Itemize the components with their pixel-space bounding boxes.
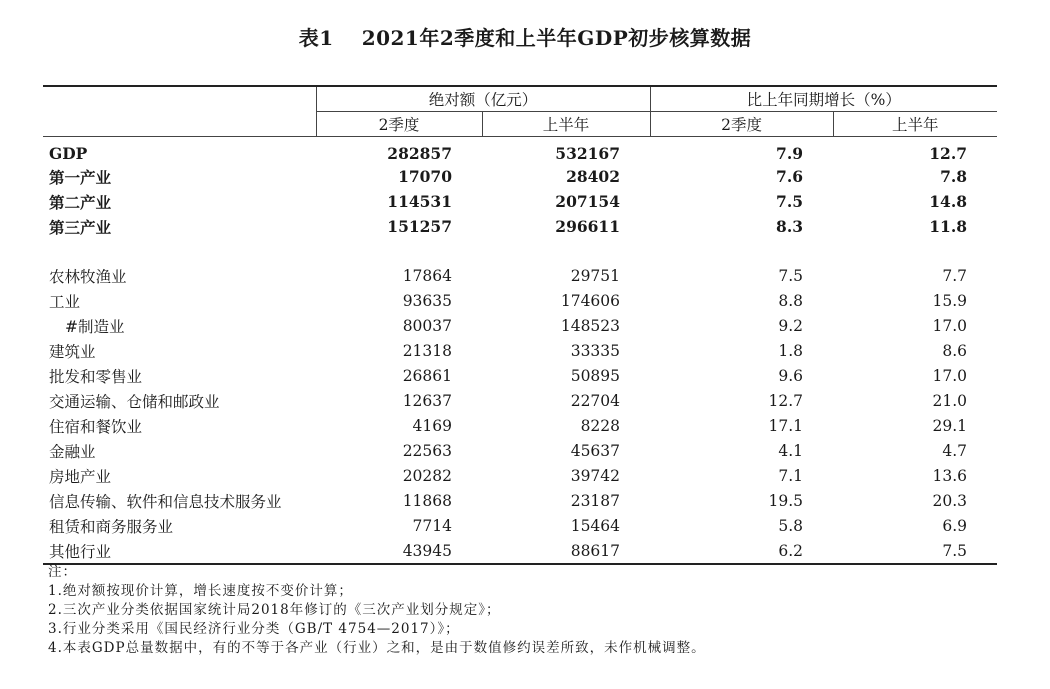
cell-name: 批发和零售业 [49,367,143,386]
table-number: 表1 [298,26,334,50]
cell-h1: 50895 [570,366,621,385]
cell-h1: 45637 [570,441,621,460]
gdp-table [43,85,997,565]
cell-name: GDP [49,144,88,163]
cell-name: 第三产业 [49,217,112,237]
cell-h1-growth: 8.6 [942,341,968,360]
cell-h1: 207154 [555,192,621,211]
cell-h1: 15464 [570,516,621,535]
cell-q2-growth: 17.1 [768,416,804,435]
cell-h1-growth: 15.9 [932,291,968,310]
cell-q2: 7714 [412,516,452,535]
table-row [43,164,997,189]
cell-h1-growth: 20.3 [932,491,968,510]
table-row [43,538,997,564]
table-row [43,263,997,288]
cell-q2: 20282 [402,466,452,485]
cell-q2: 80037 [402,316,452,335]
cell-q2: 17864 [402,266,452,285]
cell-q2-growth: 12.7 [768,391,804,410]
table-row [43,413,997,438]
cell-q2-growth: 4.1 [778,441,804,460]
cell-name: 交通运输、仓储和邮政业 [49,392,220,411]
cell-h1-growth: 21.0 [932,391,968,410]
cell-h1-growth: 7.5 [833,538,997,564]
cell-q2-growth: 19.5 [768,491,804,510]
cell-q2: 4169 [412,416,452,435]
table-row [43,338,997,363]
cell-h1-growth: 14.8 [929,192,968,211]
spacer-row [43,239,997,263]
cell-h1: 8228 [580,416,621,435]
cell-q2-growth: 9.6 [778,366,804,385]
cell-name: 房地产业 [49,467,112,486]
cell-h1-growth: 6.9 [942,516,968,535]
cell-h1-growth: 17.0 [932,316,968,335]
header-q2-growth: 2季度 [650,112,833,137]
cell-name: 农林牧渔业 [49,267,127,286]
cell-q2-growth: 7.5 [776,192,804,211]
header-empty [43,86,316,112]
header-absolute-group: 绝对额（亿元） [316,86,650,112]
cell-h1-growth: 13.6 [932,466,968,485]
cell-h1-growth: 29.1 [932,416,968,435]
cell-name: 第二产业 [49,192,112,212]
cell-h1: 28402 [566,167,621,186]
table-row [43,438,997,463]
table-row [43,214,997,239]
cell-h1-growth: 11.8 [929,217,968,236]
note-2: 2.三次产业分类依据国家统计局2018年修订的《三次产业划分规定》； [48,602,501,618]
cell-name: #制造业 [65,317,125,336]
cell-q2: 22563 [402,441,452,460]
cell-h1: 22704 [570,391,621,410]
cell-h1: 33335 [570,341,621,360]
cell-q2: 17070 [398,167,452,186]
cell-q2-growth: 9.2 [778,316,804,335]
cell-h1-growth: 7.7 [942,266,968,285]
cell-q2: 43945 [316,538,482,564]
cell-h1: 296611 [555,217,621,236]
cell-q2: 151257 [387,217,452,236]
cell-q2-growth: 7.6 [776,167,804,186]
cell-name: 工业 [49,292,81,311]
cell-name: 金融业 [49,442,96,461]
cell-h1: 88617 [482,538,650,564]
cell-name: 租赁和商务服务业 [49,517,174,536]
table-row [43,363,997,388]
notes-heading: 注： [48,564,77,580]
header-q2: 2季度 [316,112,482,137]
header-h1: 上半年 [482,112,650,137]
table-title [0,22,1050,51]
table-title-text: 2021年2季度和上半年GDP初步核算数据 [361,26,752,50]
notes [48,563,706,658]
cell-q2-growth: 6.2 [650,538,833,564]
cell-q2: 11868 [402,491,452,510]
cell-q2-growth: 1.8 [778,341,804,360]
spacer-cell [43,239,997,263]
table-row [43,488,997,513]
cell-name: 住宿和餐饮业 [49,417,143,436]
cell-h1-growth: 4.7 [942,441,968,460]
cell-q2: 12637 [402,391,452,410]
cell-h1-growth: 7.8 [940,167,968,186]
cell-h1-growth: 17.0 [932,366,968,385]
cell-h1: 39742 [570,466,621,485]
cell-q2-growth: 7.1 [778,466,804,485]
header-h1-growth: 上半年 [833,112,997,137]
cell-h1: 29751 [570,266,621,285]
cell-q2: 26861 [402,366,452,385]
cell-q2-growth: 7.9 [776,144,804,163]
cell-h1: 532167 [555,144,621,163]
note-3: 3.行业分类采用《国民经济行业分类（GB/T 4754—2017）》； [48,621,460,637]
cell-q2: 21318 [402,341,452,360]
table-row [43,313,997,338]
table-row [43,388,997,413]
table-row [43,513,997,538]
cell-q2: 93635 [402,291,452,310]
cell-q2-growth: 8.8 [778,291,804,310]
cell-q2-growth: 8.3 [776,217,804,236]
cell-h1: 148523 [560,316,621,335]
header-empty-sub [43,112,316,137]
cell-q2: 114531 [387,192,452,211]
cell-name: 信息传输、软件和信息技术服务业 [49,492,282,511]
cell-name: 其他行业 [43,538,316,564]
table-row [43,137,997,165]
header-growth-group: 比上年同期增长（%） [650,86,997,112]
cell-q2-growth: 7.5 [778,266,804,285]
cell-q2: 282857 [387,144,452,163]
note-4: 4.本表GDP总量数据中，有的不等于各产业（行业）之和，是由于数值修约误差所致，未作机械调整。 [48,640,706,656]
table-row [43,288,997,313]
table-row [43,463,997,488]
cell-q2-growth: 5.8 [778,516,804,535]
cell-name: 第一产业 [49,167,112,187]
cell-h1: 174606 [560,291,621,310]
note-1: 1.绝对额按现价计算，增长速度按不变价计算； [48,583,353,599]
cell-name: 建筑业 [49,342,96,361]
table-row [43,189,997,214]
cell-h1-growth: 12.7 [929,144,968,163]
cell-h1: 23187 [570,491,621,510]
